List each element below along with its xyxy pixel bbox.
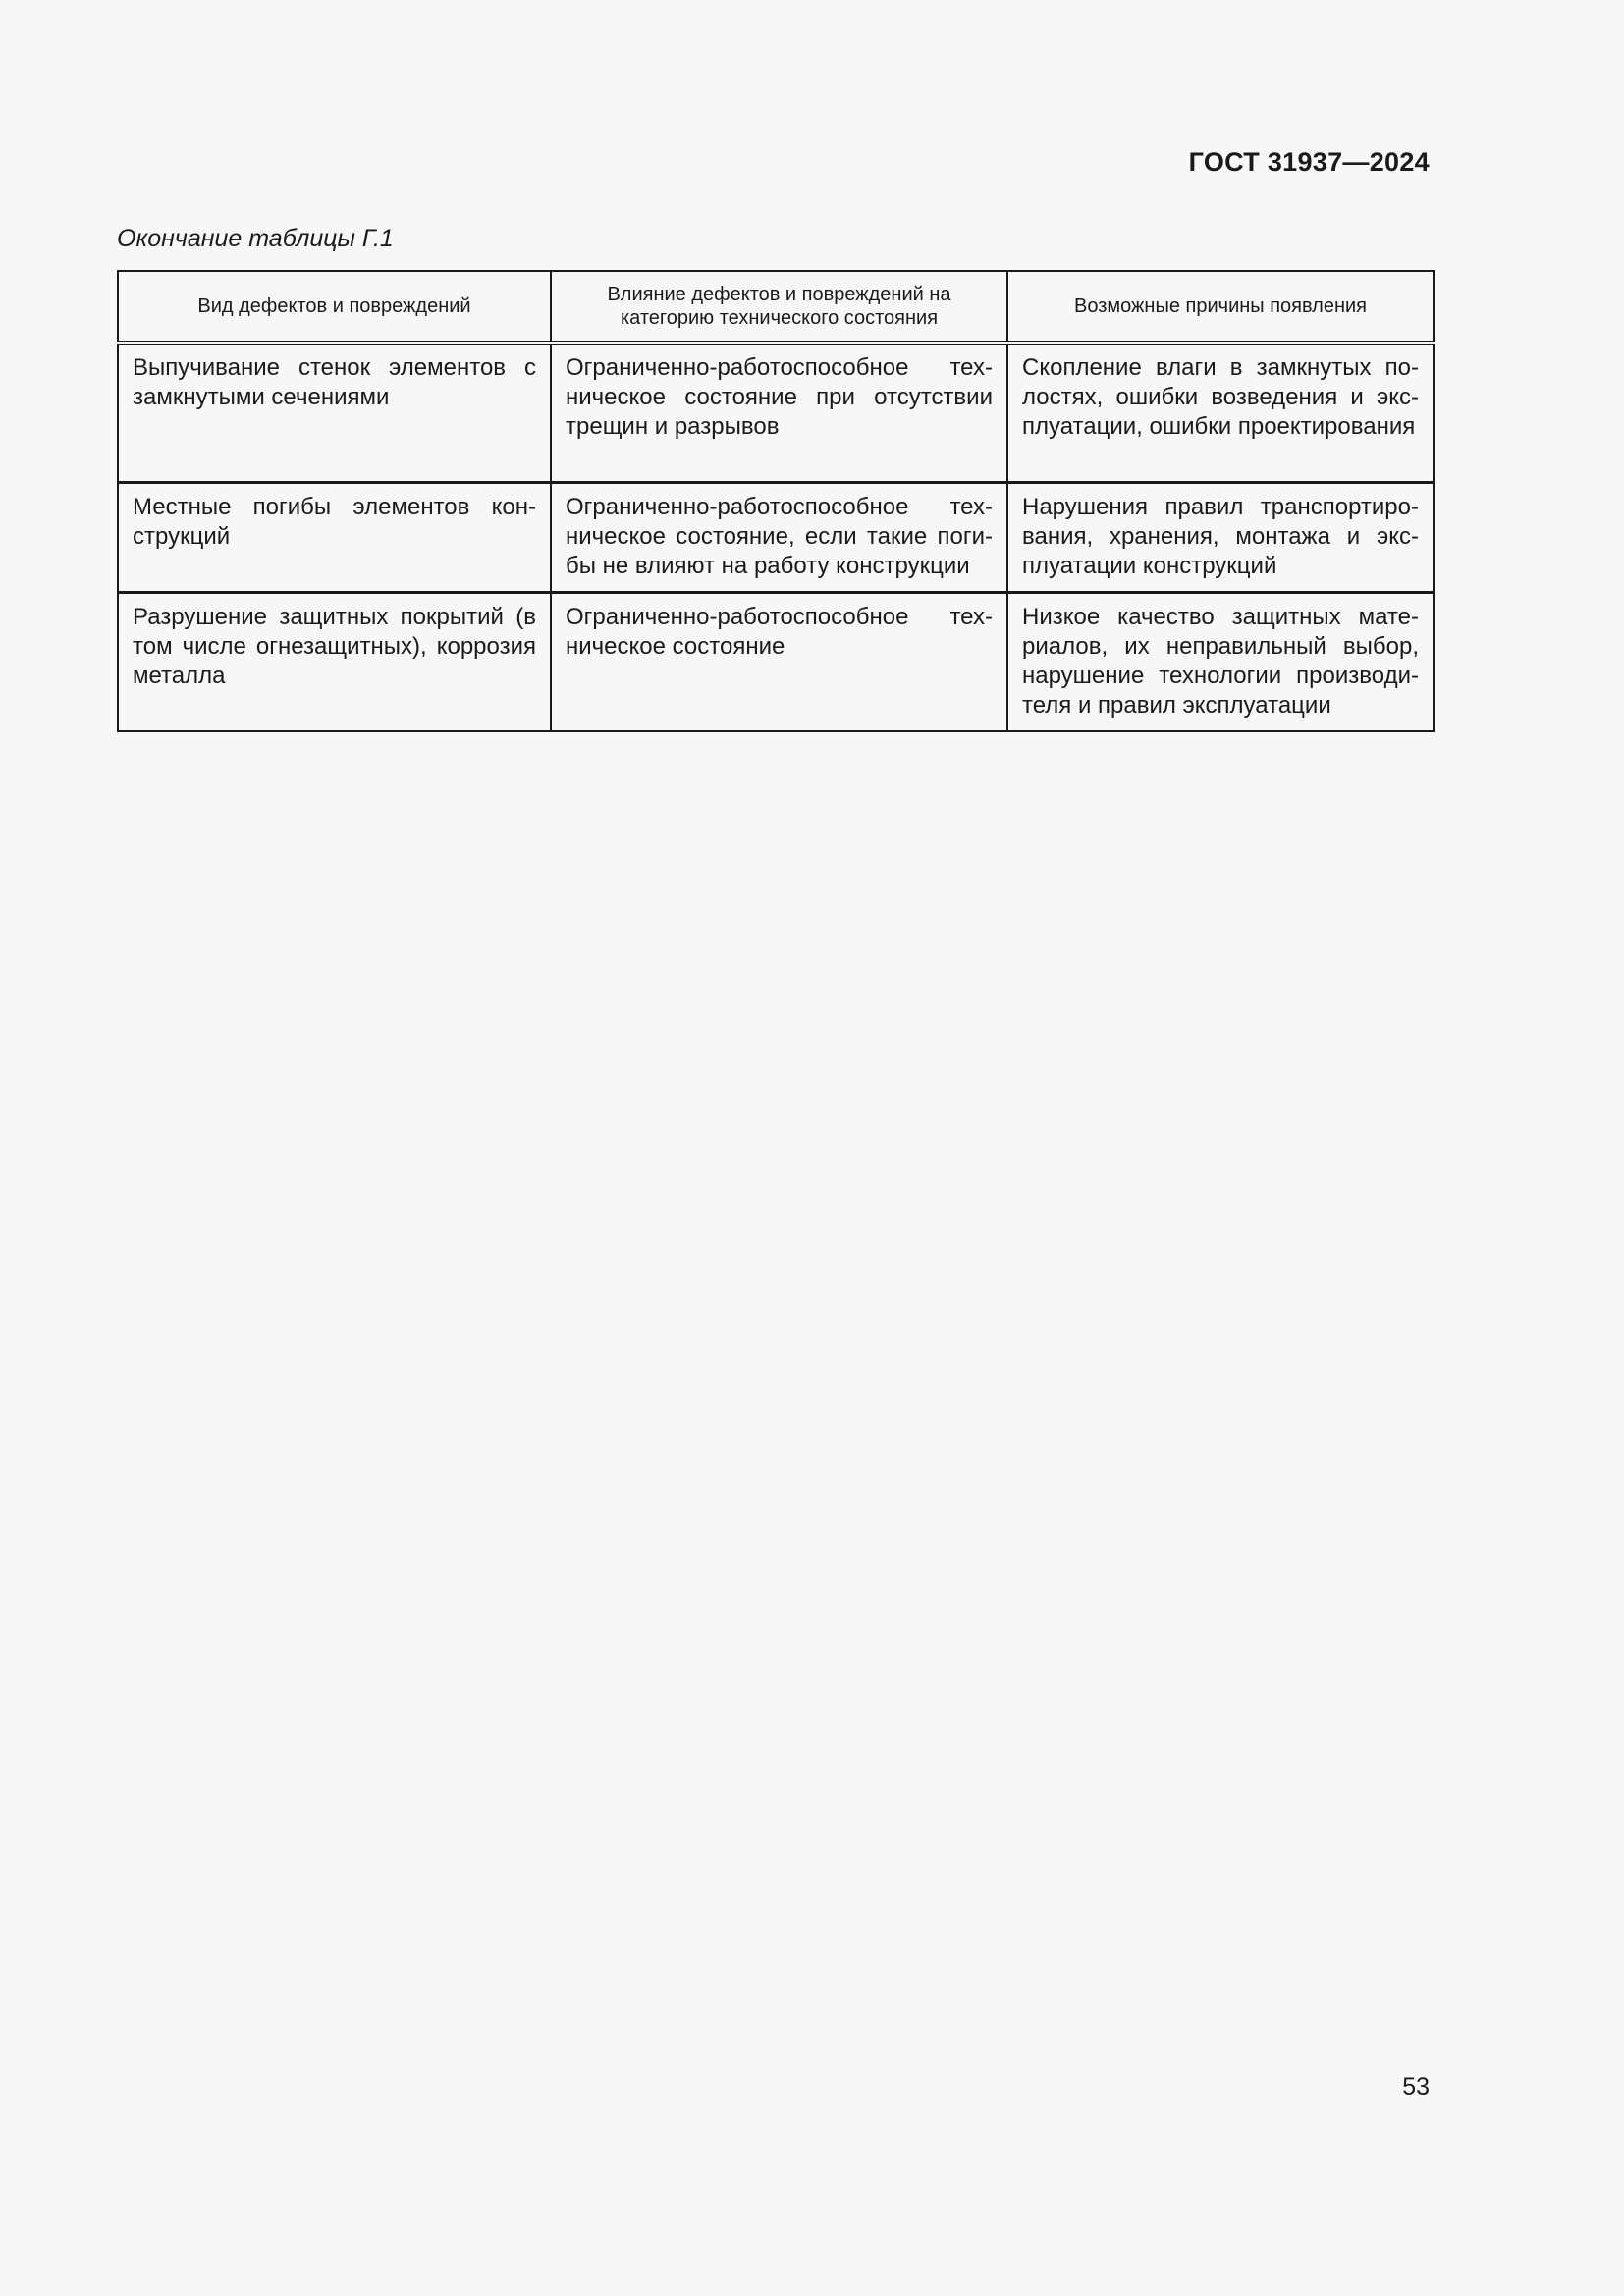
column-header-impact: Влияние дефектов и повреждений на категорию технического состояния	[551, 271, 1007, 343]
table-cell-impact: Ограниченно-работоспособное техническое состояние	[551, 593, 1007, 732]
table-header-row	[118, 271, 1434, 343]
table-cell-impact: Ограниченно-работоспособное техническое состояние при отсутствии трещин и разрывов	[551, 343, 1007, 483]
table-cell-defect-type: Выпучивание стенок элементов с замкнутыми сечениями	[118, 343, 551, 483]
table-row	[118, 593, 1434, 732]
document-code: ГОСТ 31937—2024	[1188, 147, 1430, 177]
table-row	[118, 483, 1434, 593]
table-cell-causes: Низкое качество защитных материалов, их неправильный выбор, нарушение технологии производителя и правил эксплуатации	[1007, 593, 1434, 732]
table-caption: Окончание таблицы Г.1	[117, 225, 394, 252]
table-row	[118, 343, 1434, 483]
table-cell-impact: Ограниченно-работоспособное техническое состояние, если такие погибы не влияют на работу конструкции	[551, 483, 1007, 593]
table-cell-causes: Скопление влаги в замкнутых полостях, ошибки возведения и эксплуатации, ошибки проектирования	[1007, 343, 1434, 483]
table-cell-defect-type: Местные погибы элементов конструкций	[118, 483, 551, 593]
page-number: 53	[1402, 2073, 1430, 2101]
column-header-defect-type: Вид дефектов и повреждений	[118, 271, 551, 343]
column-header-causes: Возможные причины появления	[1007, 271, 1434, 343]
defects-table	[117, 270, 1435, 732]
table-cell-causes: Нарушения правил транспортирования, хранения, монтажа и эксплуатации конструкций	[1007, 483, 1434, 593]
table-cell-defect-type: Разрушение защитных покрытий (в том числе огнезащитных), коррозия металла	[118, 593, 551, 732]
